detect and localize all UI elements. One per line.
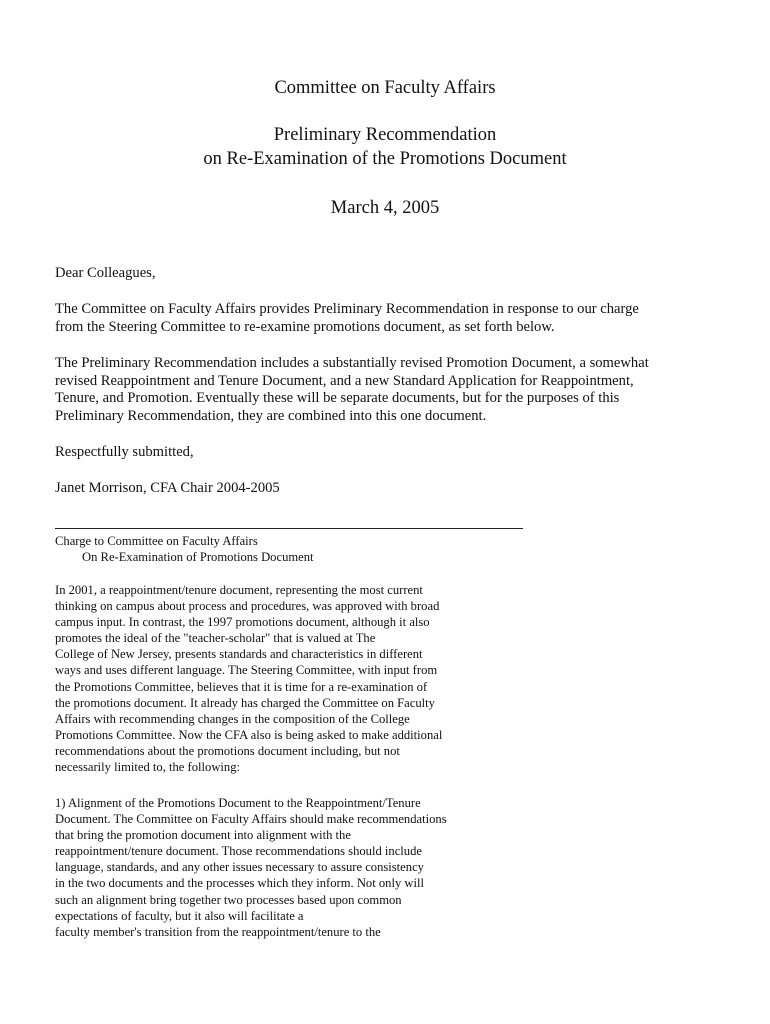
- document-date: March 4, 2005: [330, 198, 440, 218]
- paragraph-line: necessarily limited to, the following:: [55, 760, 241, 775]
- paragraph-line: that bring the promotion document into alignment with the: [55, 828, 351, 843]
- section-divider: [55, 528, 523, 529]
- letter-paragraph-1: [55, 301, 715, 336]
- paragraph-line: The Committee on Faculty Affairs provides Preliminary Recommendation in response to our charge: [55, 301, 639, 317]
- closing: Respectfully submitted,: [55, 444, 194, 460]
- salutation: Dear Colleagues,: [55, 265, 156, 281]
- charge-heading: [55, 533, 525, 565]
- paragraph-line: the promotions document. It already has charged the Committee on Faculty: [55, 695, 435, 710]
- paragraph-line: from the Steering Committee to re-examine promotions document, as set forth below.: [55, 318, 555, 335]
- paragraph-line: expectations of faculty, but it also will facilitate a: [55, 908, 304, 923]
- paragraph-line: language, standards, and any other issues necessary to assure consistency: [55, 860, 424, 875]
- charge-heading-line-2: On Re-Examination of Promotions Document: [82, 550, 314, 565]
- paragraph-line: recommendations about the promotions document including, but not: [55, 743, 400, 758]
- letter-paragraph-2: [55, 355, 715, 425]
- paragraph-line: Preliminary Recommendation, they are combined into this one document.: [55, 407, 487, 424]
- paragraph-line: Document. The Committee on Faculty Affairs should make recommendations: [55, 812, 447, 827]
- paragraph-line: in the two documents and the processes which they inform. Not only will: [55, 876, 425, 891]
- paragraph-line: Affairs with recommending changes in the composition of the College: [55, 711, 410, 726]
- paragraph-line: such an alignment bring together two processes based upon common: [55, 892, 402, 907]
- paragraph-line: reappointment/tenure document. Those recommendations should include: [55, 844, 422, 859]
- paragraph-line: In 2001, a reappointment/tenure document, representing the most current: [55, 583, 423, 597]
- signature: Janet Morrison, CFA Chair 2004-2005: [55, 480, 280, 496]
- paragraph-line: College of New Jersey, presents standards and characteristics in different: [55, 647, 423, 662]
- paragraph-line: 1) Alignment of the Promotions Document to the Reappointment/Tenure: [55, 796, 421, 810]
- paragraph-line: promotes the ideal of the "teacher-scholar" that is valued at The: [55, 631, 376, 646]
- paragraph-line: revised Reappointment and Tenure Document, and a new Standard Application for Reappointment,: [55, 372, 634, 389]
- paragraph-line: The Preliminary Recommendation includes a substantially revised Promotion Document, a somewhat: [55, 355, 649, 371]
- charge-paragraph-2: [55, 795, 525, 940]
- charge-heading-line-1: Charge to Committee on Faculty Affairs: [55, 534, 258, 548]
- paragraph-line: Tenure, and Promotion. Eventually these will be separate documents, but for the purposes of this: [55, 390, 620, 407]
- committee-heading: Committee on Faculty Affairs: [274, 78, 496, 98]
- paragraph-line: thinking on campus about process and procedures, was approved with broad: [55, 599, 440, 614]
- paragraph-line: campus input. In contrast, the 1997 promotions document, although it also: [55, 615, 430, 630]
- paragraph-line: Promotions Committee. Now the CFA also is being asked to make additional: [55, 727, 443, 742]
- title-line-1: Preliminary Recommendation: [273, 125, 497, 145]
- title-line-2: on Re-Examination of the Promotions Document: [203, 149, 567, 169]
- paragraph-line: the Promotions Committee, believes that it is time for a re-examination of: [55, 679, 428, 694]
- paragraph-line: faculty member's transition from the reappointment/tenure to the: [55, 924, 381, 939]
- charge-paragraph-1: [55, 582, 525, 775]
- paragraph-line: ways and uses different language. The Steering Committee, with input from: [55, 663, 438, 678]
